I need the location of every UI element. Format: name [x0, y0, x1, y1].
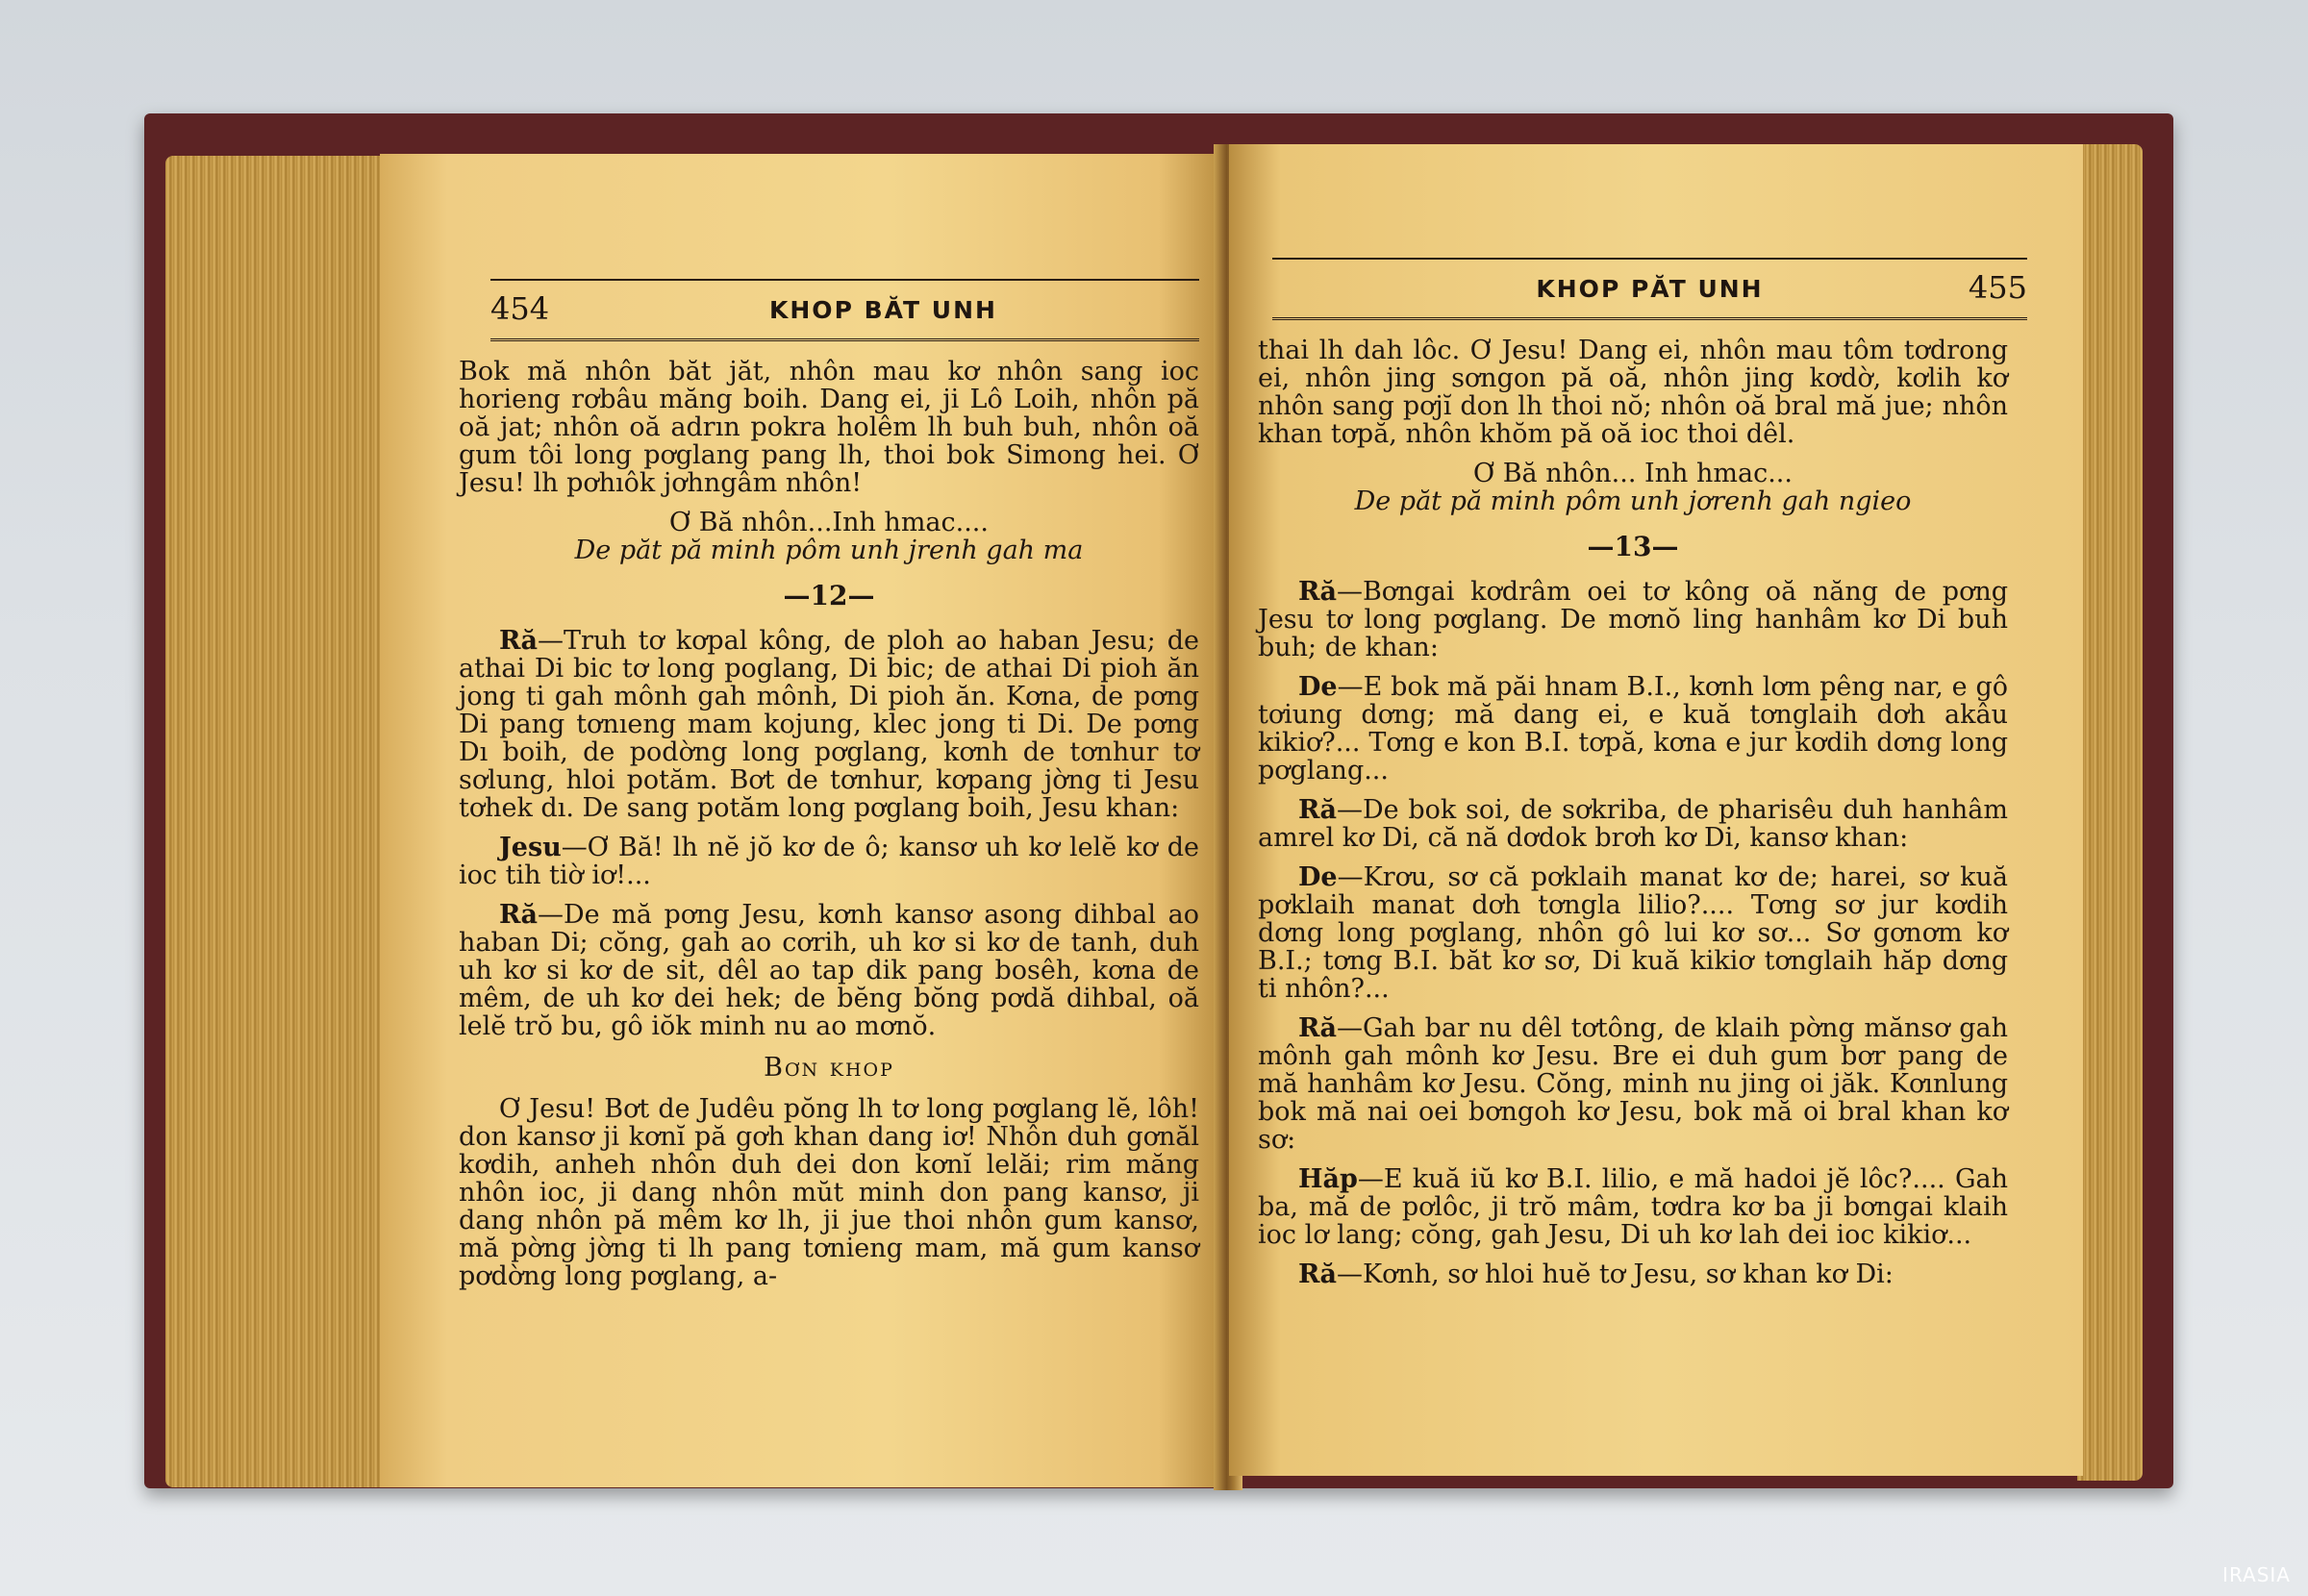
speaker: Ră — [499, 626, 538, 656]
invocation: Ơ Bă nhôn... Inh hmac... — [1473, 459, 1793, 488]
paragraph: Ră—Truh tơ kơpal kông, de ploh ao haban Jesu; de athai Di bic tơ long poglang, Di bic; de athai Di pioh ăn jong ti gah mônh gah mônh, Di pioh ăn. Kơna, de pơng Di pang tơnıeng mam kojung, klec jong ti Di. De pơng Dı boih, de podờng long pơglang, kơnh de tơnhur tơ sơlung, hloi potăm. Bơt de tơnhur, kơpang jờng ti Jesu tơhek dı. De sang potăm long pơglang boih, Jesu khan: — [459, 626, 1199, 823]
intention: De păt pă minh pôm unh jrenh gah ma — [574, 536, 1084, 565]
section-number: —13— — [1587, 531, 1679, 562]
running-title-right: KHOP PĂT UNH — [1536, 275, 1764, 303]
right-page — [1229, 144, 2083, 1476]
page-edges-left — [165, 156, 391, 1487]
paragraph: De—E bok mă păi hnam B.I., kơnh lơm pêng nar, e gô tơiung dơng; mă dang ei, e kuă tơnglaih dơh akâu kikiơ?... Tơng e kon B.I. tơpă, kơna e jur kơdih dơng long pơglang... — [1258, 672, 2008, 786]
left-page-text — [459, 358, 1199, 1290]
left-page — [380, 154, 1226, 1487]
subheading: Bơn khop — [764, 1053, 894, 1083]
speaker: Ră — [1298, 1013, 1337, 1043]
intention: De păt pă minh pôm unh jơrenh gah ngieo — [1354, 486, 1912, 516]
paragraph: Ră—De mă pơng Jesu, kơnh kansơ asong dihbal ao haban Di; cŏng, gah ao cơrih, uh kơ si kơ de tanh, duh uh kơ si kơ de sit, dêl ao tap dik pang bosêh, kơna de mêm, de uh kơ dei hek; de bĕng bŏng pơdă dihbal, oă lelĕ trŏ bu, gô iŏk minh nu ao mơnŏ. — [459, 900, 1199, 1041]
paragraph: Hăp—E kuă iŭ kơ B.I. lilio, e mă hadoi jĕ lôc?.... Gah ba, mă de pơlôc, ji trŏ mâm, tơdra kơ ba ji bơngai klaih ioc lơ lang; cŏng, gah Jesu, Di uh kơ lah dei ioc kikiơ... — [1258, 1164, 2008, 1250]
running-head-left — [490, 279, 1199, 341]
page-number-right: 455 — [1968, 269, 2027, 306]
running-head-right — [1272, 258, 2027, 320]
watermark: IRASIA — [2222, 1563, 2291, 1586]
paragraph: Ră—Bơngai kơdrâm oei tơ kông oă năng de pơng Jesu tơ long pơglang. De mơnŏ ling hanhâm kơ Di buh buh; de khan: — [1258, 577, 2008, 662]
paragraph: Ră—De bok soi, de sơkriba, de pharisêu duh hanhâm amrel kơ Di, că nă dơdok brơh kơ Di, kansơ khan: — [1258, 795, 2008, 853]
speaker: Ră — [499, 900, 538, 930]
paragraph: thai lh dah lôc. Ơ Jesu! Dang ei, nhôn mau tôm tơdrong ei, nhôn jing sơngon pă oă, nhôn jing kơdờ, kơlih kơ nhôn sang pơjĭ don lh thoi nŏ; nhôn oă bral mă jue; nhôn khan tơpă, nhôn khŏm pă oă ioc thoi dêl. — [1258, 336, 2008, 449]
paragraph: Ră—Gah bar nu dêl tơtông, de klaih pờng mănsơ gah mônh gah mônh kơ Jesu. Bre ei duh gum bơr pang de mă hanhâm kơ Jesu. Cŏng, minh nu jing oi jăk. Kơınlung bok mă nai oei bơngoh kơ Jesu, bok mă oi bral khan kơ sơ: — [1258, 1013, 2008, 1155]
page-number-left: 454 — [490, 290, 550, 327]
speaker: De — [1298, 672, 1338, 702]
speaker: Ră — [1298, 795, 1337, 825]
running-title-left: KHOP BĂT UNH — [769, 296, 997, 324]
paragraph: De—Krơu, sơ că pơklaih manat kơ de; harei, sơ kuă pơklaih manat dơh tơngla lilio?.... Tơng sơ jur kơdih dơng long pơglang, nhôn gô lui kơ sơ... Sơ gơnơm kơ B.I.; tơng B.I. băt kơ sơ, Di kuă kikiơ tơnglaih hăp dơng ti nhôn?... — [1258, 862, 2008, 1004]
speaker: Ră — [1298, 577, 1337, 607]
speaker: Jesu — [499, 833, 562, 862]
page-edges-right — [2077, 144, 2143, 1481]
speaker: Hăp — [1298, 1164, 1358, 1194]
section-number: —12— — [783, 580, 875, 611]
speaker: Ră — [1298, 1259, 1337, 1289]
right-page-text — [1258, 337, 2008, 1288]
paragraph: Bok mă nhôn băt jăt, nhôn mau kơ nhôn sang ioc horieng rơbâu măng boih. Dang ei, ji Lô Loih, nhôn pă oă jat; nhôn oă adrın pokra holêm lh buh buh, nhôn oă gum tôi long pơglang pang lh, thoi bok Simong hei. Ơ Jesu! lh pơhıôk jơhngâm nhôn! — [459, 357, 1199, 498]
paragraph: Ơ Jesu! Bơt de Judêu pŏng lh tơ long pơglang lĕ, lôh! don kansơ ji kơnĭ pă gơh khan dang iơ! Nhôn duh gơnăl kơdih, anheh nhôn duh dei don kơnĭ lelăi; rim măng nhôn ioc, ji dang nhôn mŭt minh don pang kansơ, ji dang nhôn pă mêm kơ lh, ji jue thoi nhôn gum kansơ, mă pờng jờng ti lh pang tơnieng mam, mă gum kansơ pơdờng long pơglang, a- — [459, 1094, 1199, 1291]
invocation: Ơ Bă nhôn...Inh hmac.... — [669, 508, 989, 537]
speaker: De — [1298, 862, 1338, 892]
paragraph: Ră—Kơnh, sơ hloi huĕ tơ Jesu, sơ khan kơ Di: — [1298, 1259, 1894, 1289]
paragraph: Jesu—Ơ Bă! lh nĕ jŏ kơ de ô; kansơ uh kơ lelĕ kơ de ioc tih tiờ iơ!... — [459, 833, 1199, 890]
